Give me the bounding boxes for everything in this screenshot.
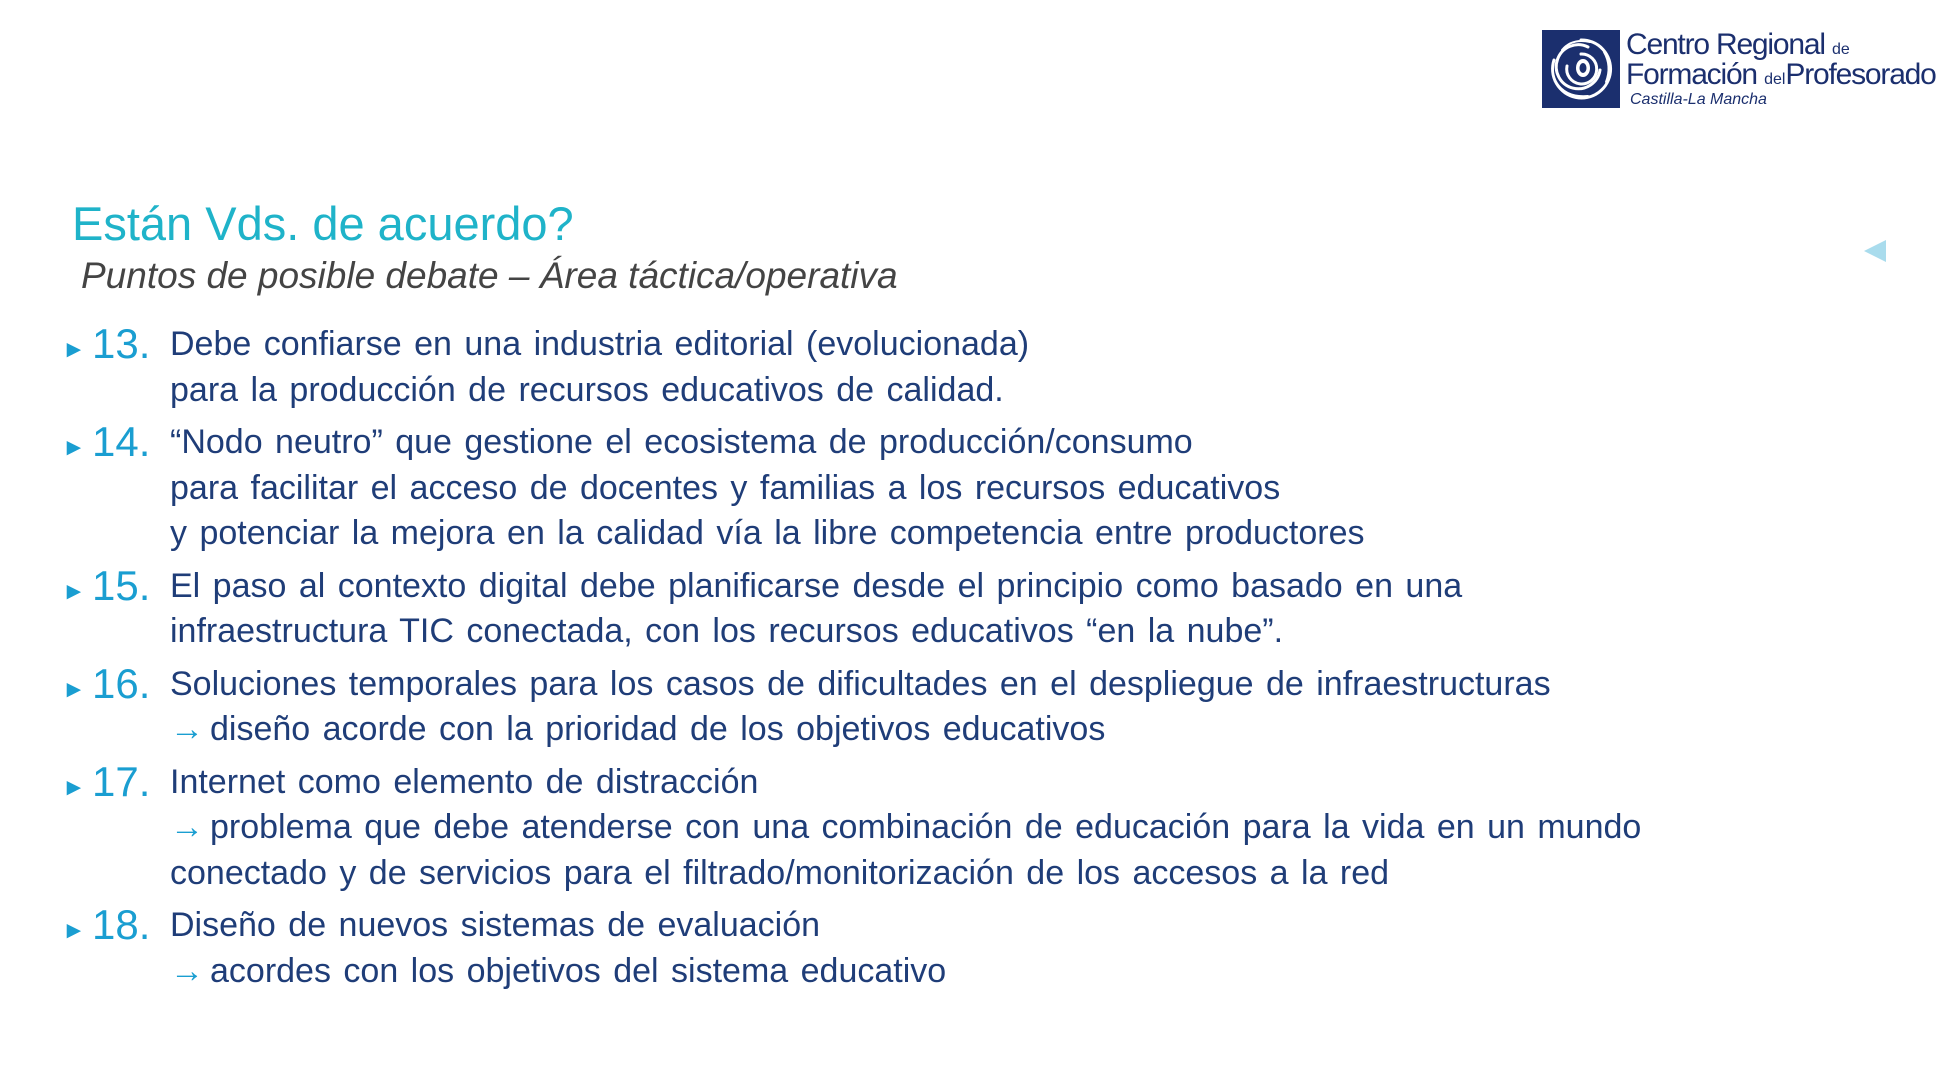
item-number: 14. bbox=[92, 418, 151, 465]
item-number: 15. bbox=[92, 561, 151, 609]
item-text: para la producción de recursos educativos de calidad. bbox=[170, 370, 1004, 409]
right-arrow-icon: → bbox=[170, 951, 204, 990]
item-text: Diseño de nuevos sistemas de evaluación bbox=[170, 906, 821, 944]
debate-points-list bbox=[60, 322, 1860, 1001]
item-text-line bbox=[170, 805, 1860, 851]
item-text: y potenciar la mejora en la calidad vía la libre competencia entre productores bbox=[170, 514, 1365, 552]
item-text-line bbox=[170, 368, 1860, 414]
list-item bbox=[60, 903, 1860, 994]
item-text-line bbox=[170, 903, 1860, 949]
list-item bbox=[60, 561, 1860, 655]
previous-slide-arrow-icon[interactable] bbox=[1864, 240, 1886, 262]
item-text: para facilitar el acceso de docentes y familias a los recursos educativos bbox=[170, 468, 1281, 507]
logo-de: de bbox=[1831, 41, 1850, 58]
item-text: diseño acorde con la prioridad de los objetivos educativos bbox=[210, 710, 1106, 748]
crfp-logo bbox=[1542, 30, 1936, 108]
item-text-line bbox=[170, 662, 1860, 708]
item-text: acordes con los objetivos del sistema educativo bbox=[210, 951, 947, 990]
item-text-line bbox=[170, 760, 1860, 806]
bullet-triangle-icon: ► bbox=[62, 434, 86, 461]
item-text: problema que debe atenderse con una combinación de educación para la vida en un mundo bbox=[210, 808, 1642, 846]
logo-text bbox=[1626, 30, 1936, 108]
item-text: “Nodo neutro” que gestione el ecosistema de producción/consumo bbox=[170, 423, 1193, 461]
swirl-icon bbox=[1542, 30, 1620, 108]
item-number: 17. bbox=[92, 757, 151, 805]
item-text-line bbox=[170, 851, 1860, 897]
item-number: 18. bbox=[92, 901, 151, 948]
logo-formacion: Formación bbox=[1626, 58, 1757, 91]
item-number: 13. bbox=[92, 320, 151, 367]
bullet-triangle-icon: ► bbox=[62, 336, 86, 363]
item-text: Debe confiarse en una industria editorial (evolucionada) bbox=[170, 325, 1030, 363]
item-text-line bbox=[170, 707, 1860, 753]
item-text-line bbox=[170, 466, 1860, 512]
logo-del: del bbox=[1764, 71, 1786, 88]
bullet-triangle-icon: ► bbox=[62, 773, 86, 801]
right-arrow-icon: → bbox=[170, 710, 204, 748]
item-text: conectado y de servicios para el filtrado/monitorización de los accesos a la red bbox=[170, 853, 1390, 892]
logo-profesorado: Profesorado bbox=[1785, 58, 1936, 91]
item-text-line bbox=[170, 511, 1860, 557]
item-text-line bbox=[170, 420, 1860, 466]
item-text: Soluciones temporales para los casos de dificultades en el despliegue de infraestructuras bbox=[170, 664, 1551, 703]
item-text: Internet como elemento de distracción bbox=[170, 762, 759, 801]
item-text-line bbox=[170, 949, 1860, 995]
logo-line-1 bbox=[1626, 30, 1936, 60]
item-text-line bbox=[170, 609, 1860, 655]
bullet-triangle-icon: ► bbox=[62, 577, 86, 605]
item-number: 16. bbox=[92, 659, 151, 707]
list-item bbox=[60, 322, 1860, 413]
bullet-triangle-icon: ► bbox=[62, 917, 86, 944]
logo-centro-regional: Centro Regional bbox=[1626, 28, 1825, 61]
list-item bbox=[60, 420, 1860, 557]
slide-title: Están Vds. de acuerdo? bbox=[72, 197, 574, 250]
list-item bbox=[60, 757, 1860, 897]
logo-emblem-icon bbox=[1542, 30, 1620, 108]
logo-region: Castilla-La Mancha bbox=[1630, 91, 1767, 108]
slide-subtitle: Puntos de posible debate – Área táctica/operativa bbox=[81, 255, 898, 296]
item-text-line bbox=[170, 322, 1860, 368]
list-item bbox=[60, 659, 1860, 753]
right-arrow-icon: → bbox=[170, 808, 204, 846]
item-text: El paso al contexto digital debe planificarse desde el principio como basado en una bbox=[170, 566, 1463, 605]
logo-line-2 bbox=[1626, 60, 1936, 90]
item-text: infraestructura TIC conectada, con los recursos educativos “en la nube”. bbox=[170, 612, 1284, 650]
bullet-triangle-icon: ► bbox=[62, 675, 86, 703]
item-text-line bbox=[170, 564, 1860, 610]
